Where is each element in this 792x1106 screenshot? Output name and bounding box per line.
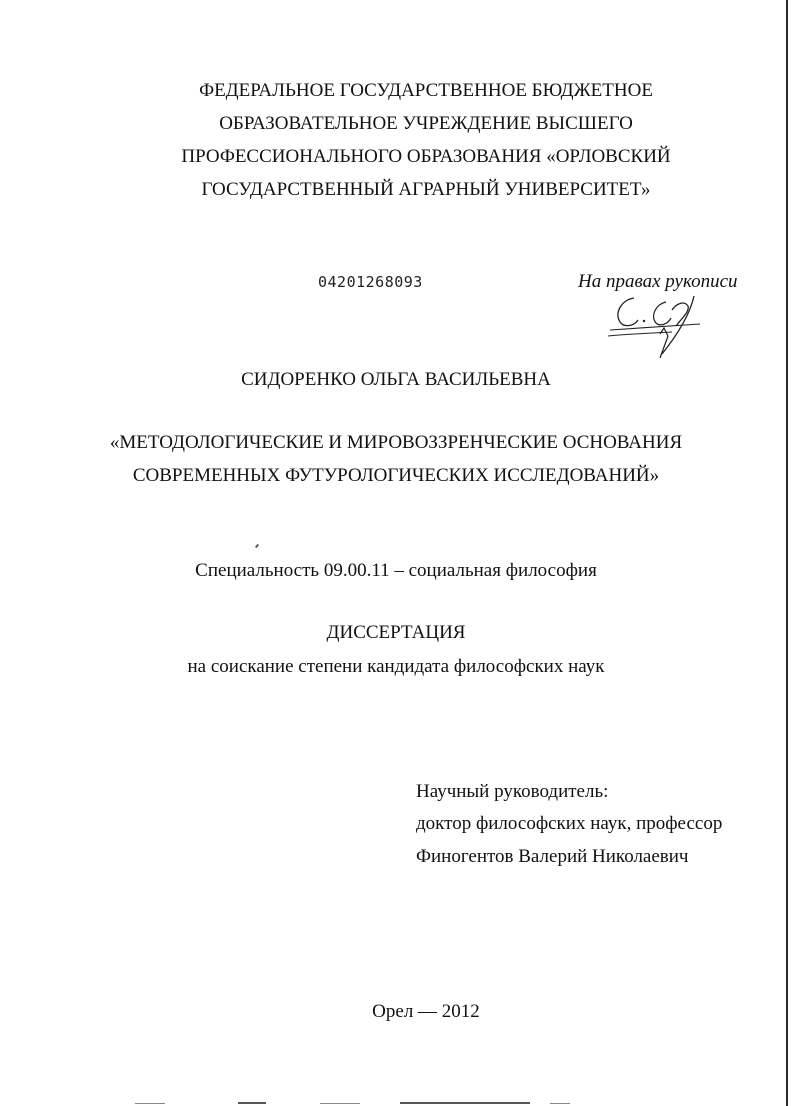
registry-code: 04201268093 <box>318 273 423 291</box>
title-line-1: «МЕТОДОЛОГИЧЕСКИЕ И МИРОВОЗЗРЕНЧЕСКИЕ ОСНОВАНИЯ <box>109 432 683 453</box>
institution-line-3: ПРОФЕССИОНАЛЬНОГО ОБРАЗОВАНИЯ «ОРЛОВСКИЙ <box>181 146 671 167</box>
title-line-2: СОВРЕМЕННЫХ ФУТУРОЛОГИЧЕСКИХ ИССЛЕДОВАНИЙ» <box>132 465 660 486</box>
institution-line-1: ФЕДЕРАЛЬНОЕ ГОСУДАРСТВЕННОЕ БЮДЖЕТНОЕ <box>199 80 653 101</box>
institution-line-2: ОБРАЗОВАТЕЛЬНОЕ УЧРЕЖДЕНИЕ ВЫСШЕГО <box>219 113 633 134</box>
manuscript-rights-label: На правах рукописи <box>578 271 738 292</box>
author-name: СИДОРЕНКО ОЛЬГА ВАСИЛЬЕВНА <box>241 369 551 390</box>
degree-line: на соискание степени кандидата философских наук <box>187 656 605 677</box>
document-type: ДИССЕРТАЦИЯ <box>326 622 466 643</box>
institution-line-4: ГОСУДАРСТВЕННЫЙ АГРАРНЫЙ УНИВЕРСИТЕТ» <box>201 179 651 200</box>
supervisor-name: Финогентов Валерий Николаевич <box>416 846 689 867</box>
supervisor-title: доктор философских наук, профессор <box>416 813 723 834</box>
scan-speck <box>255 544 259 548</box>
signature-icon <box>600 290 710 365</box>
scan-bottom-marks <box>0 1100 792 1106</box>
supervisor-label: Научный руководитель: <box>416 781 609 802</box>
city-year: Орел — 2012 <box>372 1001 480 1022</box>
specialty: Специальность 09.00.11 – социальная философия <box>195 560 597 581</box>
